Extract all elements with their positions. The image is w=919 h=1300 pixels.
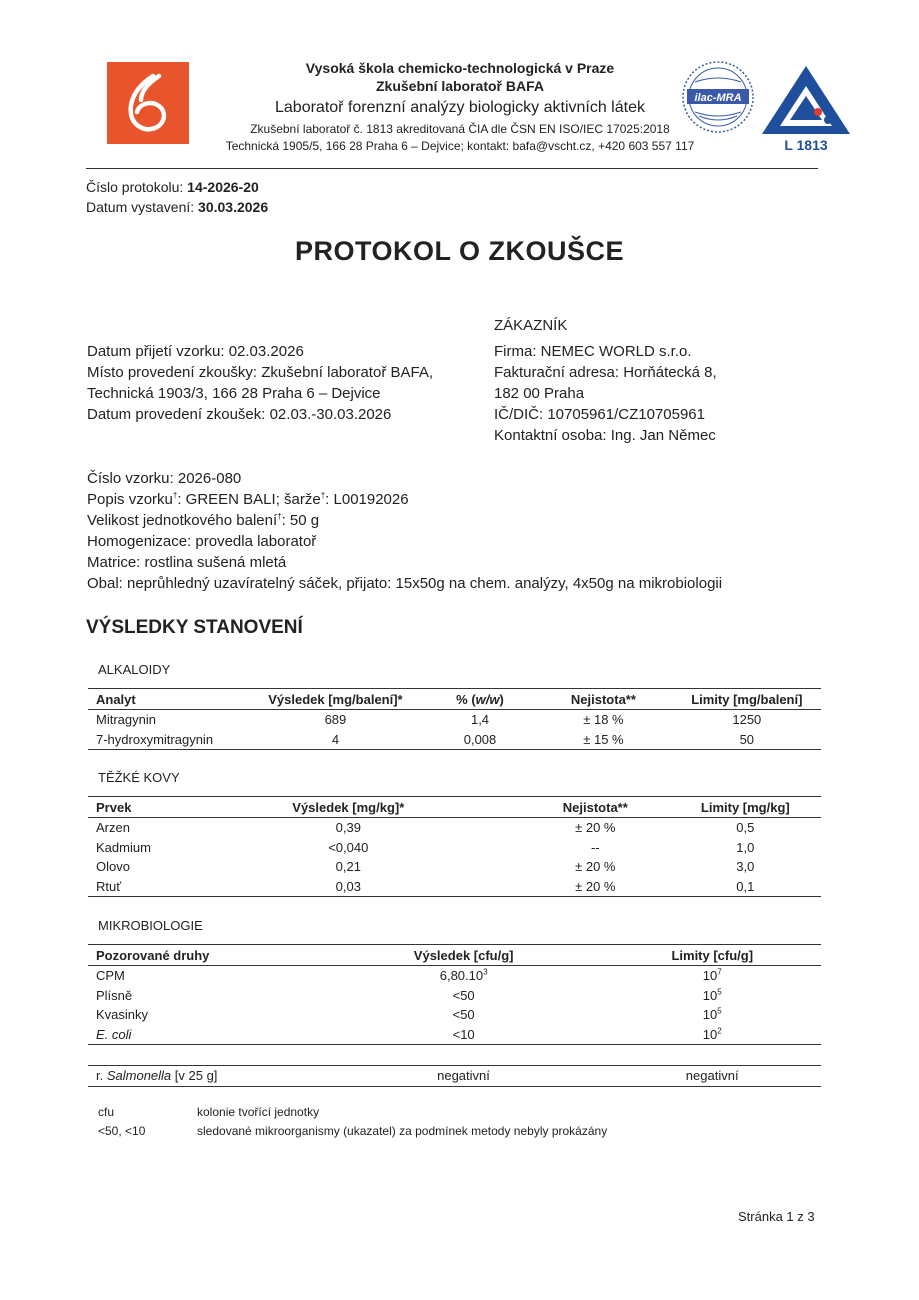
page-number: Stránka 1 z 3 — [738, 1209, 815, 1224]
test-info — [87, 341, 433, 425]
test-dates: Datum provedení zkoušek: 02.03.-30.03.2026 — [87, 406, 392, 423]
micro-title: MIKROBIOLOGIE — [98, 918, 203, 933]
table-row: Kadmium <0,040 -- 1,0 — [96, 839, 755, 855]
sample-packaging: Obal: neprůhledný uzavíratelný sáček, přijato: 15x50g na chem. analýzy, 4x50g na mikrobiologii — [87, 575, 723, 592]
alkaloids-table — [88, 688, 821, 750]
svg-text:L 1813: L 1813 — [784, 137, 828, 153]
customer-address: Fakturační adresa: Horňátecká 8, — [494, 364, 717, 381]
col-percent: % (w/w) — [426, 689, 534, 710]
col-result: Výsledek [mg/balení]* — [245, 689, 426, 710]
university-name: Vysoká škola chemicko-technologická v Praze — [305, 60, 615, 76]
cia-accreditation-logo — [758, 62, 854, 154]
sample-package-size: Velikost jednotkového balení†: 50 g — [87, 512, 320, 529]
test-location-address: Technická 1903/3, 166 28 Praha 6 – Dejvice — [87, 385, 381, 402]
lab-subtitle: Laboratoř forenzní analýzy biologicky aktivních látek — [275, 99, 645, 116]
col-uncertainty: Nejistota** — [534, 689, 672, 710]
customer-contact: Kontaktní osoba: Ing. Jan Němec — [494, 427, 716, 444]
issue-date: Datum vystavení: 30.03.2026 — [86, 199, 269, 215]
svg-text:ilac-MRA: ilac-MRA — [694, 92, 742, 104]
metals-title: TĚŽKÉ KOVY — [98, 770, 180, 785]
lab-name: Zkušební laboratoř BAFA — [375, 78, 545, 94]
results-title: VÝSLEDKY STANOVENÍ — [86, 617, 303, 638]
customer-block — [494, 315, 717, 446]
note-term: <50, <10 — [98, 1124, 146, 1138]
col-result: Výsledek [mg/kg]* — [264, 797, 432, 818]
note-definition: kolonie tvořící jednotky — [197, 1105, 320, 1119]
received-date: Datum přijetí vzorku: 02.03.2026 — [87, 343, 304, 360]
note-term: cfu — [98, 1105, 115, 1119]
table-row: Arzen 0,39 ± 20 % 0,5 — [96, 820, 755, 836]
customer-city: 182 00 Praha — [494, 385, 585, 402]
col-limits: Limity [cfu/g] — [604, 945, 821, 966]
sample-description: Popis vzorku†: GREEN BALI; šarže†: L00192026 — [87, 491, 409, 508]
salmonella-table — [88, 1065, 821, 1087]
protocol-number: Číslo protokolu: 14-2026-20 — [86, 179, 259, 195]
vscht-logo — [107, 62, 189, 144]
customer-company: Firma: NEMEC WORLD s.r.o. — [494, 343, 692, 360]
table-row: Mitragynin 689 1,4 ± 18 % 1250 — [96, 712, 762, 728]
sample-info — [87, 468, 722, 594]
test-location: Místo provedení zkoušky: Zkušební laboratoř BAFA, — [87, 364, 433, 381]
table-row: E. coli <10 $10^2$ — [88, 1025, 821, 1045]
ilac-mra-logo — [681, 60, 755, 134]
col-uncertainty: Nejistota** — [521, 797, 670, 818]
header-divider — [86, 168, 818, 169]
alkaloids-title: ALKALOIDY — [98, 662, 171, 677]
col-result: Výsledek [cfu/g] — [324, 945, 604, 966]
table-row: Rtuť 0,03 ± 20 % 0,1 — [88, 877, 821, 897]
col-limits: Limity [mg/kg] — [670, 797, 821, 818]
sample-number: Číslo vzorku: 2026-080 — [87, 470, 242, 487]
metals-table — [88, 796, 821, 897]
customer-heading: ZÁKAZNÍK — [494, 317, 568, 334]
col-analyt: Analyt — [88, 689, 245, 710]
table-row: Kvasinky <50 $10^5$ — [96, 1006, 722, 1023]
sample-homogenization: Homogenizace: provedla laboratoř — [87, 533, 317, 550]
table-row: r. Salmonella [v 25 g] negativní negativní — [88, 1066, 821, 1087]
page-title: PROTOKOL O ZKOUŠCE — [294, 236, 625, 266]
table-header-row — [88, 797, 821, 818]
micro-table — [88, 944, 821, 1045]
table-row: CPM 6,80.10$^3$ $10^7$ — [96, 967, 722, 984]
table-header-row — [88, 945, 821, 966]
table-row: 7-hydroxymitragynin 4 0,008 ± 15 % 50 — [88, 730, 821, 750]
accreditation: Zkušební laboratoř č. 1813 akreditovaná ČIA dle ČSN EN ISO/IEC 17025:2018 — [250, 122, 670, 136]
table-row: Plísně <50 $10^5$ — [96, 987, 722, 1003]
col-limits: Limity [mg/balení] — [673, 689, 821, 710]
col-element: Prvek — [88, 797, 264, 818]
table-row: Olovo 0,21 ± 20 % 3,0 — [96, 859, 755, 875]
col-species: Pozorované druhy — [88, 945, 324, 966]
customer-ids: IČ/DIČ: 10705961/CZ10705961 — [494, 406, 705, 423]
note-definition: sledované mikroorganismy (ukazatel) za podmínek metody nebyly prokázány — [197, 1124, 608, 1138]
sample-matrix: Matrice: rostlina sušená mletá — [87, 554, 287, 571]
lab-contact: Technická 1905/5, 166 28 Praha 6 – Dejvice; kontakt: bafa@vscht.cz, +420 603 557 117 — [225, 139, 695, 153]
table-header-row — [88, 689, 821, 710]
